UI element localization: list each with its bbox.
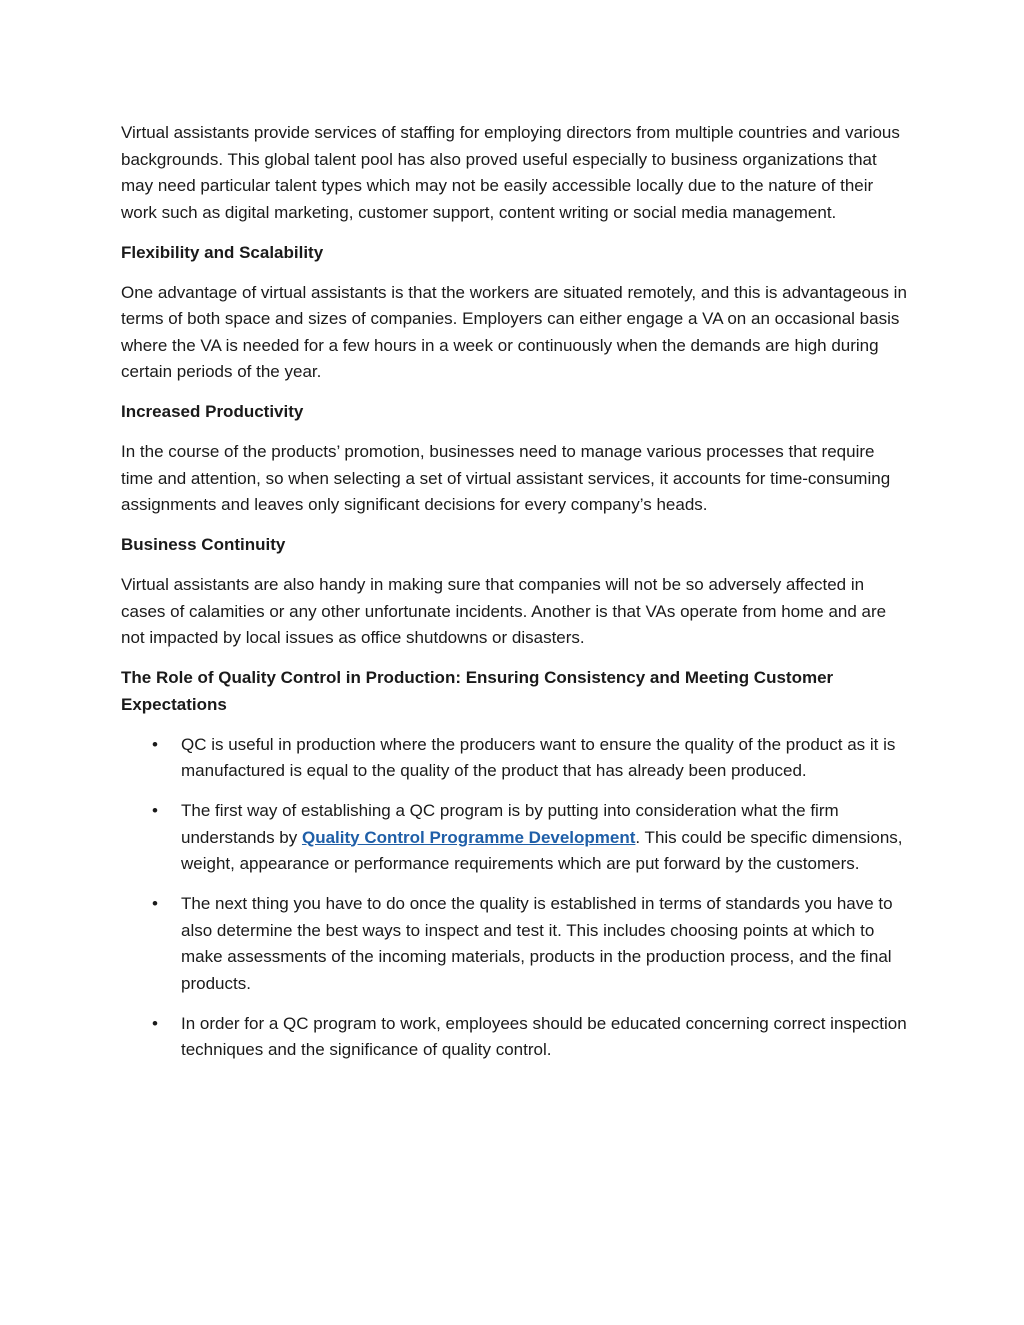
qc-bullet-list (121, 732, 911, 1064)
intro-paragraph: Virtual assistants provide services of staffing for employing directors from multiple countries and various backgrounds. This global talent pool has also proved useful especially to business organizations that may need particular talent types which may not be easily accessible locally due to the nature of their work such as digital marketing, customer support, content writing or social media management. (121, 123, 900, 222)
list-item (121, 1011, 911, 1064)
productivity-heading: Increased Productivity (121, 402, 304, 421)
list-item (121, 798, 911, 878)
bullet-text-before-link: The first way of establishing a QC program is by putting into consideration what the firm understands by (181, 801, 839, 847)
flexibility-paragraph: One advantage of virtual assistants is that the workers are situated remotely, and this is advantageous in terms of both space and sizes of companies. Employers can either engage a VA on an occasional basis where the VA is needed for a few hours in a week or continuously when the demands are high during certain periods of the year. (121, 282, 907, 381)
bullet-dot-icon: • (152, 801, 158, 820)
bullet-dot-icon: • (152, 1013, 158, 1033)
flexibility-heading: Flexibility and Scalability (121, 242, 324, 262)
bullet-text: The next thing you have to do once the quality is established in terms of standards you have to also determine the best ways to inspect and test it. This includes choosing points at which to make assessments of the incoming materials, products in the production process, and the final products. (181, 894, 893, 993)
continuity-paragraph: Virtual assistants are also handy in making sure that companies will not be so adversely affected in cases of calamities or any other unfortunate incidents. Another is that VAs operate from home and are not impacted by local issues as office shutdowns or disasters. (121, 575, 887, 647)
continuity-heading: Business Continuity (121, 535, 286, 554)
bullet-text: QC is useful in production where the producers want to ensure the quality of the product as it is manufactured is equal to the quality of the product that has already been produced. (181, 734, 896, 780)
document-page (121, 120, 911, 1077)
list-item (121, 732, 911, 785)
productivity-paragraph: In the course of the products’ promotion, businesses need to manage various processes that require time and attention, so when selecting a set of virtual assistant services, it accounts for time-consuming assignments and leaves only significant decisions for every company’s heads. (121, 442, 891, 514)
bullet-text-after-link: . This could be specific dimensions, weight, appearance or performance requirements which are put forward by the customers. (181, 827, 903, 873)
bullet-text: In order for a QC program to work, employees should be educated concerning correct inspection techniques and the significance of quality control. (181, 1013, 907, 1059)
qc-programme-development-link[interactable]: Quality Control Programme Development (301, 827, 636, 847)
list-item (121, 891, 911, 997)
qc-heading: The Role of Quality Control in Production: Ensuring Consistency and Meeting Customer Expectations (121, 668, 834, 714)
bullet-dot-icon: • (152, 734, 158, 754)
bullet-dot-icon: • (152, 894, 158, 913)
